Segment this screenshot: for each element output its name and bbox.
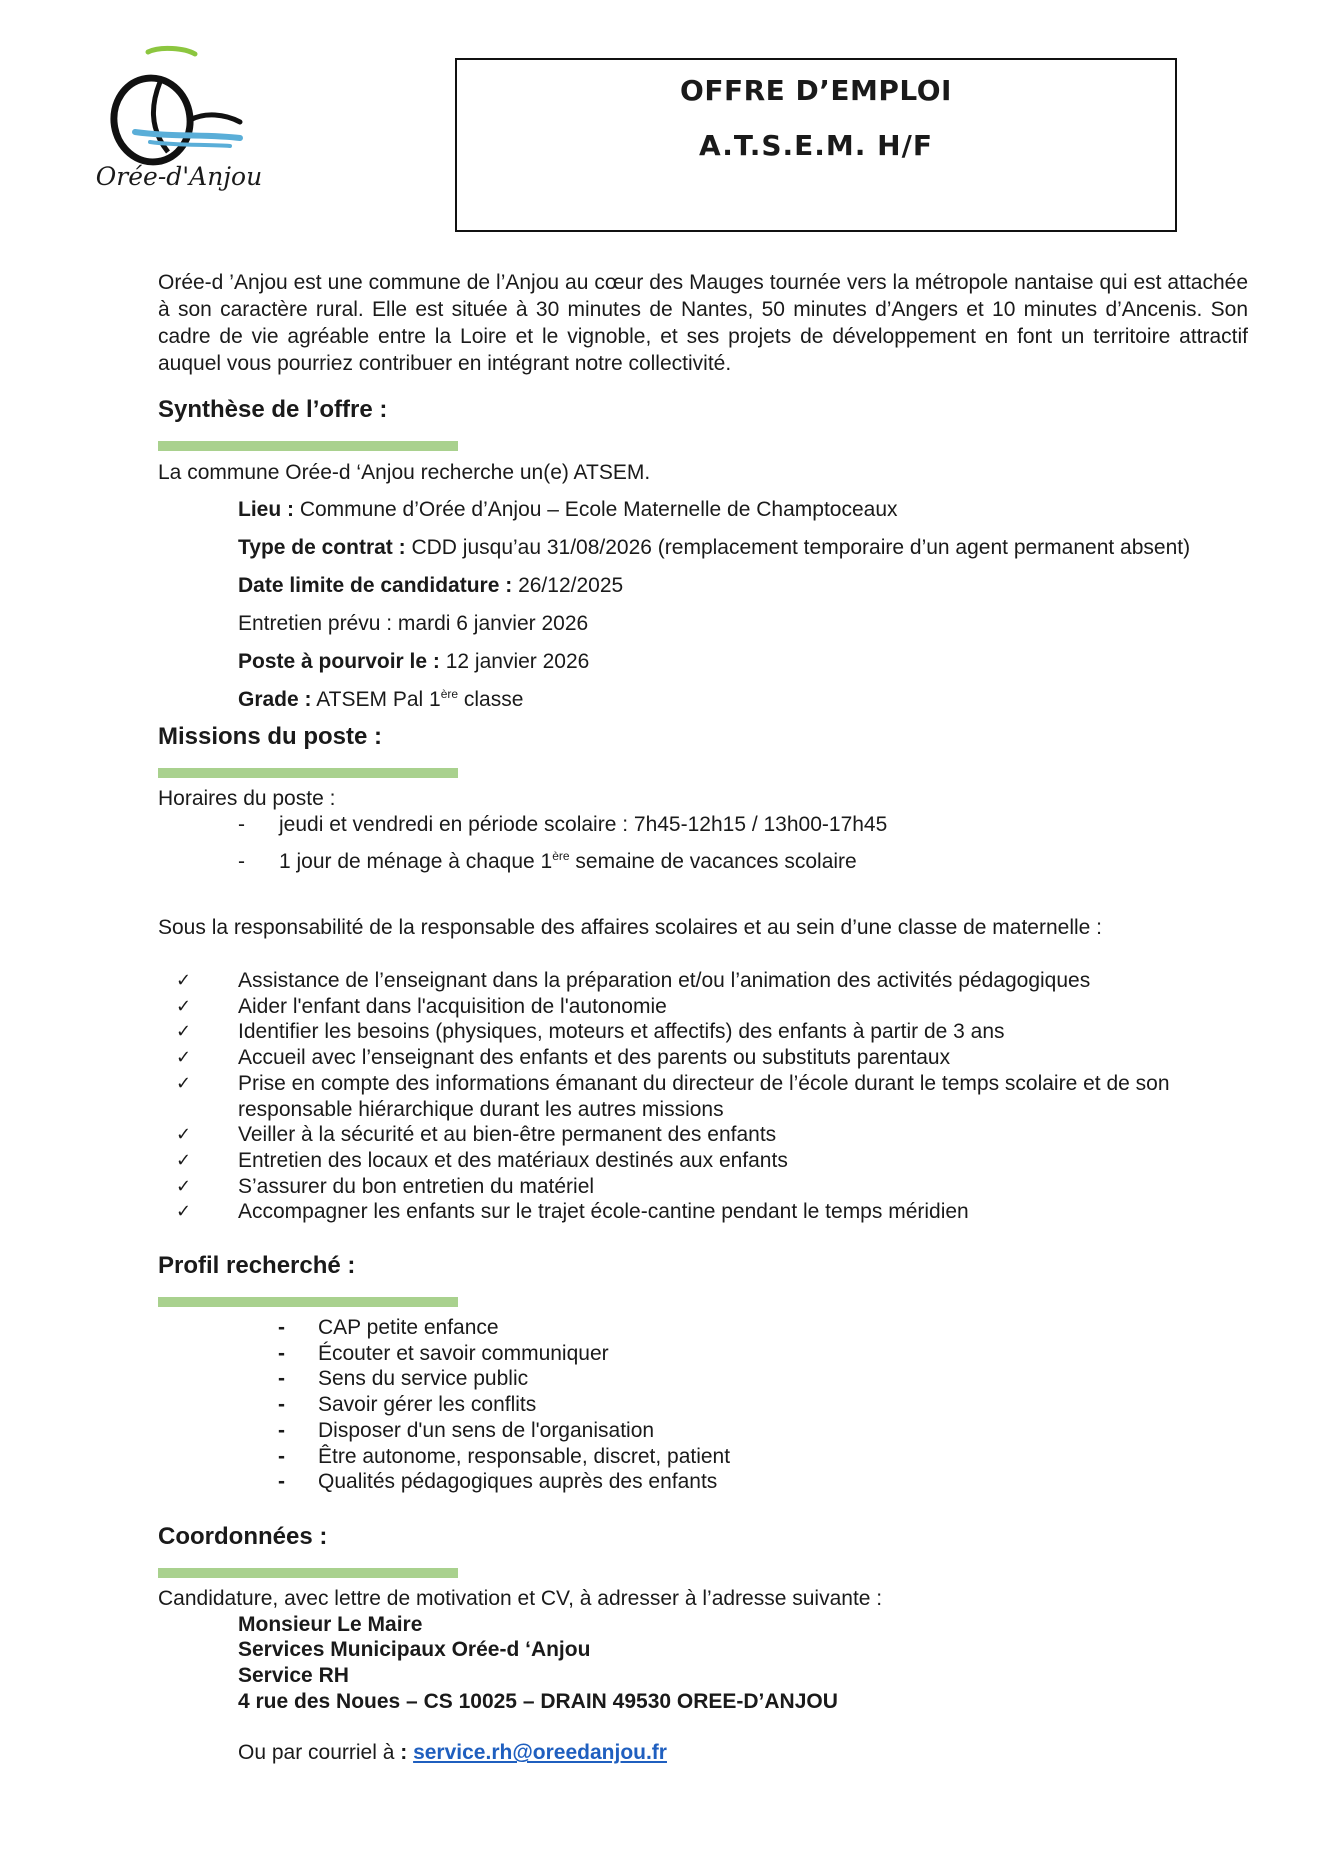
mission-item — [158, 1148, 1248, 1174]
mission-item — [158, 1071, 1248, 1122]
offer-title: OFFRE D’EMPLOI — [680, 74, 952, 107]
profil-list — [158, 1315, 1248, 1495]
email-link[interactable]: service.rh@oreedanjou.fr — [413, 1741, 667, 1765]
grade-sup: ère — [440, 687, 459, 701]
checkmark-icon: ✓ — [176, 1124, 192, 1146]
address-line: Services Municipaux Orée-d ‘Anjou — [238, 1638, 591, 1662]
offer-details — [158, 496, 1248, 713]
checkmark-icon: ✓ — [176, 970, 192, 991]
mission-item — [158, 994, 1248, 1020]
contrat-value: CDD jusqu’au 31/08/2026 (remplacement temporaire d’un agent permanent absent) — [405, 536, 1191, 559]
address-line: Monsieur Le Maire — [238, 1612, 423, 1636]
missions-list — [158, 968, 1248, 1225]
offer-subtitle: A.T.S.E.M. H/F — [699, 129, 933, 162]
mission-text: Aider l'enfant dans l'acquisition de l'autonomie — [238, 994, 667, 1018]
content — [158, 269, 1248, 1766]
profil-item — [158, 1366, 1248, 1392]
dash-bullet: - — [278, 1367, 285, 1391]
list-item: - 1 jour de ménage à chaque 1ère semaine de vacances scolaire — [238, 849, 857, 873]
list-item: - jeudi et vendredi en période scolaire : 7h45-12h15 / 13h00-17h45 — [238, 813, 888, 836]
mission-item — [158, 1045, 1248, 1071]
poste-value: 12 janvier 2026 — [439, 650, 590, 673]
horaire-sup: ère — [552, 849, 570, 863]
horaire-text: jeudi et vendredi en période scolaire : 7h45-12h15 / 13h00-17h45 — [279, 813, 888, 836]
profil-text: Savoir gérer les conflits — [318, 1393, 537, 1417]
courriel-line — [158, 1739, 1248, 1766]
coordonnees-title: Coordonnées : — [158, 1522, 328, 1550]
synthese-lead: La commune Orée-d ‘Anjou recherche un(e) ATSEM. — [158, 461, 651, 484]
missions-title: Missions du poste : — [158, 723, 383, 750]
mission-text: Identifier les besoins (physiques, moteurs et affectifs) des enfants à partir de 3 ans — [238, 1020, 1005, 1044]
title-box — [455, 58, 1177, 232]
checkmark-icon: ✓ — [176, 1021, 192, 1043]
dash-bullet: - — [278, 1470, 285, 1494]
grade-end: classe — [458, 688, 524, 711]
profil-item — [158, 1315, 1248, 1341]
poste-label: Poste à pourvoir le : — [238, 650, 440, 673]
profil-text: Disposer d'un sens de l'organisation — [318, 1418, 655, 1442]
checkmark-icon: ✓ — [176, 1047, 192, 1069]
profil-item — [158, 1444, 1248, 1470]
courriel-label: Ou par courriel à — [238, 1741, 401, 1765]
checkmark-icon: ✓ — [176, 995, 192, 1017]
synthese-section — [158, 396, 1248, 713]
section-divider — [158, 441, 458, 451]
dash-bullet: - — [278, 1393, 285, 1417]
courriel-colon: : — [400, 1741, 414, 1765]
dash-bullet: - — [278, 1341, 285, 1365]
checkmark-icon: ✓ — [176, 1072, 192, 1094]
lieu-value: Commune d’Orée d’Anjou – Ecole Maternelle de Champtoceaux — [294, 498, 898, 521]
mission-item — [158, 1174, 1248, 1200]
address-line: 4 rue des Noues – CS 10025 – DRAIN 49530 OREE-D’ANJOU — [238, 1689, 838, 1713]
intro-paragraph: Orée-d ’Anjou est une commune de l’Anjou au cœur des Mauges tournée vers la métropole nantaise qui est attachée à son caractère rural. Elle est située à 30 minutes de Nantes, 50 minutes d’Angers et 10 minutes d’Ancenis. Son cadre de vie agréable entre la Loire et le vignoble, et ses projets de développement en font un territoire attractif auquel vous pourriez contribuer en intégrant notre collectivité. — [158, 271, 1248, 375]
profil-item — [158, 1341, 1248, 1367]
profil-text: Être autonome, responsable, discret, patient — [318, 1444, 731, 1468]
coordonnees-section — [158, 1523, 1248, 1767]
mission-text: Accompagner les enfants sur le trajet école-cantine pendant le temps méridien — [238, 1200, 969, 1224]
mission-text: S’assurer du bon entretien du matériel — [238, 1174, 595, 1198]
horaire-text-end: semaine de vacances scolaire — [569, 850, 857, 873]
lieu-label: Lieu : — [238, 498, 294, 521]
checkmark-icon: ✓ — [176, 1201, 192, 1223]
mission-item — [158, 1199, 1248, 1225]
mission-item — [158, 1019, 1248, 1045]
profil-item — [158, 1418, 1248, 1444]
date-label: Date limite de candidature : — [238, 574, 513, 597]
profil-text: CAP petite enfance — [318, 1316, 499, 1340]
dash-bullet: - — [278, 1418, 285, 1442]
address-line: Service RH — [238, 1664, 349, 1688]
section-divider — [158, 768, 458, 778]
grade-value: ATSEM Pal 1 — [311, 688, 441, 711]
mission-text: Prise en compte des informations émanant du directeur de l’école durant le temps scolaire et de son responsable hiérarchique durant les autres missions — [238, 1071, 1170, 1121]
date-value: 26/12/2025 — [512, 574, 624, 597]
responsabilite-text: Sous la responsabilité de la responsable des affaires scolaires et au sein d’une classe de maternelle : — [158, 916, 1103, 939]
profil-text: Sens du service public — [318, 1367, 529, 1391]
dash-bullet: - — [278, 1316, 285, 1340]
profil-title: Profil recherché : — [158, 1252, 356, 1280]
profil-text: Écouter et savoir communiquer — [318, 1341, 609, 1365]
logo-text: Orée-d'Anjou — [95, 162, 263, 191]
synthese-title: Synthèse de l’offre : — [158, 396, 388, 423]
checkmark-icon: ✓ — [176, 1149, 192, 1171]
section-divider — [158, 1568, 458, 1578]
checkmark-icon: ✓ — [176, 1175, 192, 1197]
mission-text: Assistance de l’enseignant dans la préparation et/ou l’animation des activités pédagogiques — [238, 969, 1091, 992]
entretien-text: Entretien prévu : mardi 6 janvier 2026 — [238, 612, 589, 635]
profil-text: Qualités pédagogiques auprès des enfants — [318, 1470, 718, 1494]
profil-section — [158, 1252, 1248, 1495]
missions-section — [158, 723, 1248, 1225]
horaires-label: Horaires du poste : — [158, 787, 336, 810]
mission-item — [158, 1122, 1248, 1148]
profil-item — [158, 1392, 1248, 1418]
contrat-label: Type de contrat : — [238, 536, 406, 559]
dash-bullet: - — [278, 1444, 285, 1468]
mission-text: Accueil avec l’enseignant des enfants et des parents ou substituts parentaux — [238, 1046, 951, 1070]
section-divider — [158, 1297, 458, 1307]
profil-item — [158, 1469, 1248, 1495]
coordonnees-lead: Candidature, avec lettre de motivation et CV, à adresser à l’adresse suivante : — [158, 1586, 883, 1610]
horaire-text: 1 jour de ménage à chaque 1 — [279, 850, 553, 873]
logo — [90, 42, 263, 212]
mission-item — [158, 968, 1248, 994]
horaires-list — [158, 811, 1248, 875]
mission-text: Entretien des locaux et des matériaux destinés aux enfants — [238, 1148, 788, 1172]
mission-text: Veiller à la sécurité et au bien-être permanent des enfants — [238, 1123, 777, 1147]
grade-label: Grade : — [238, 688, 312, 711]
